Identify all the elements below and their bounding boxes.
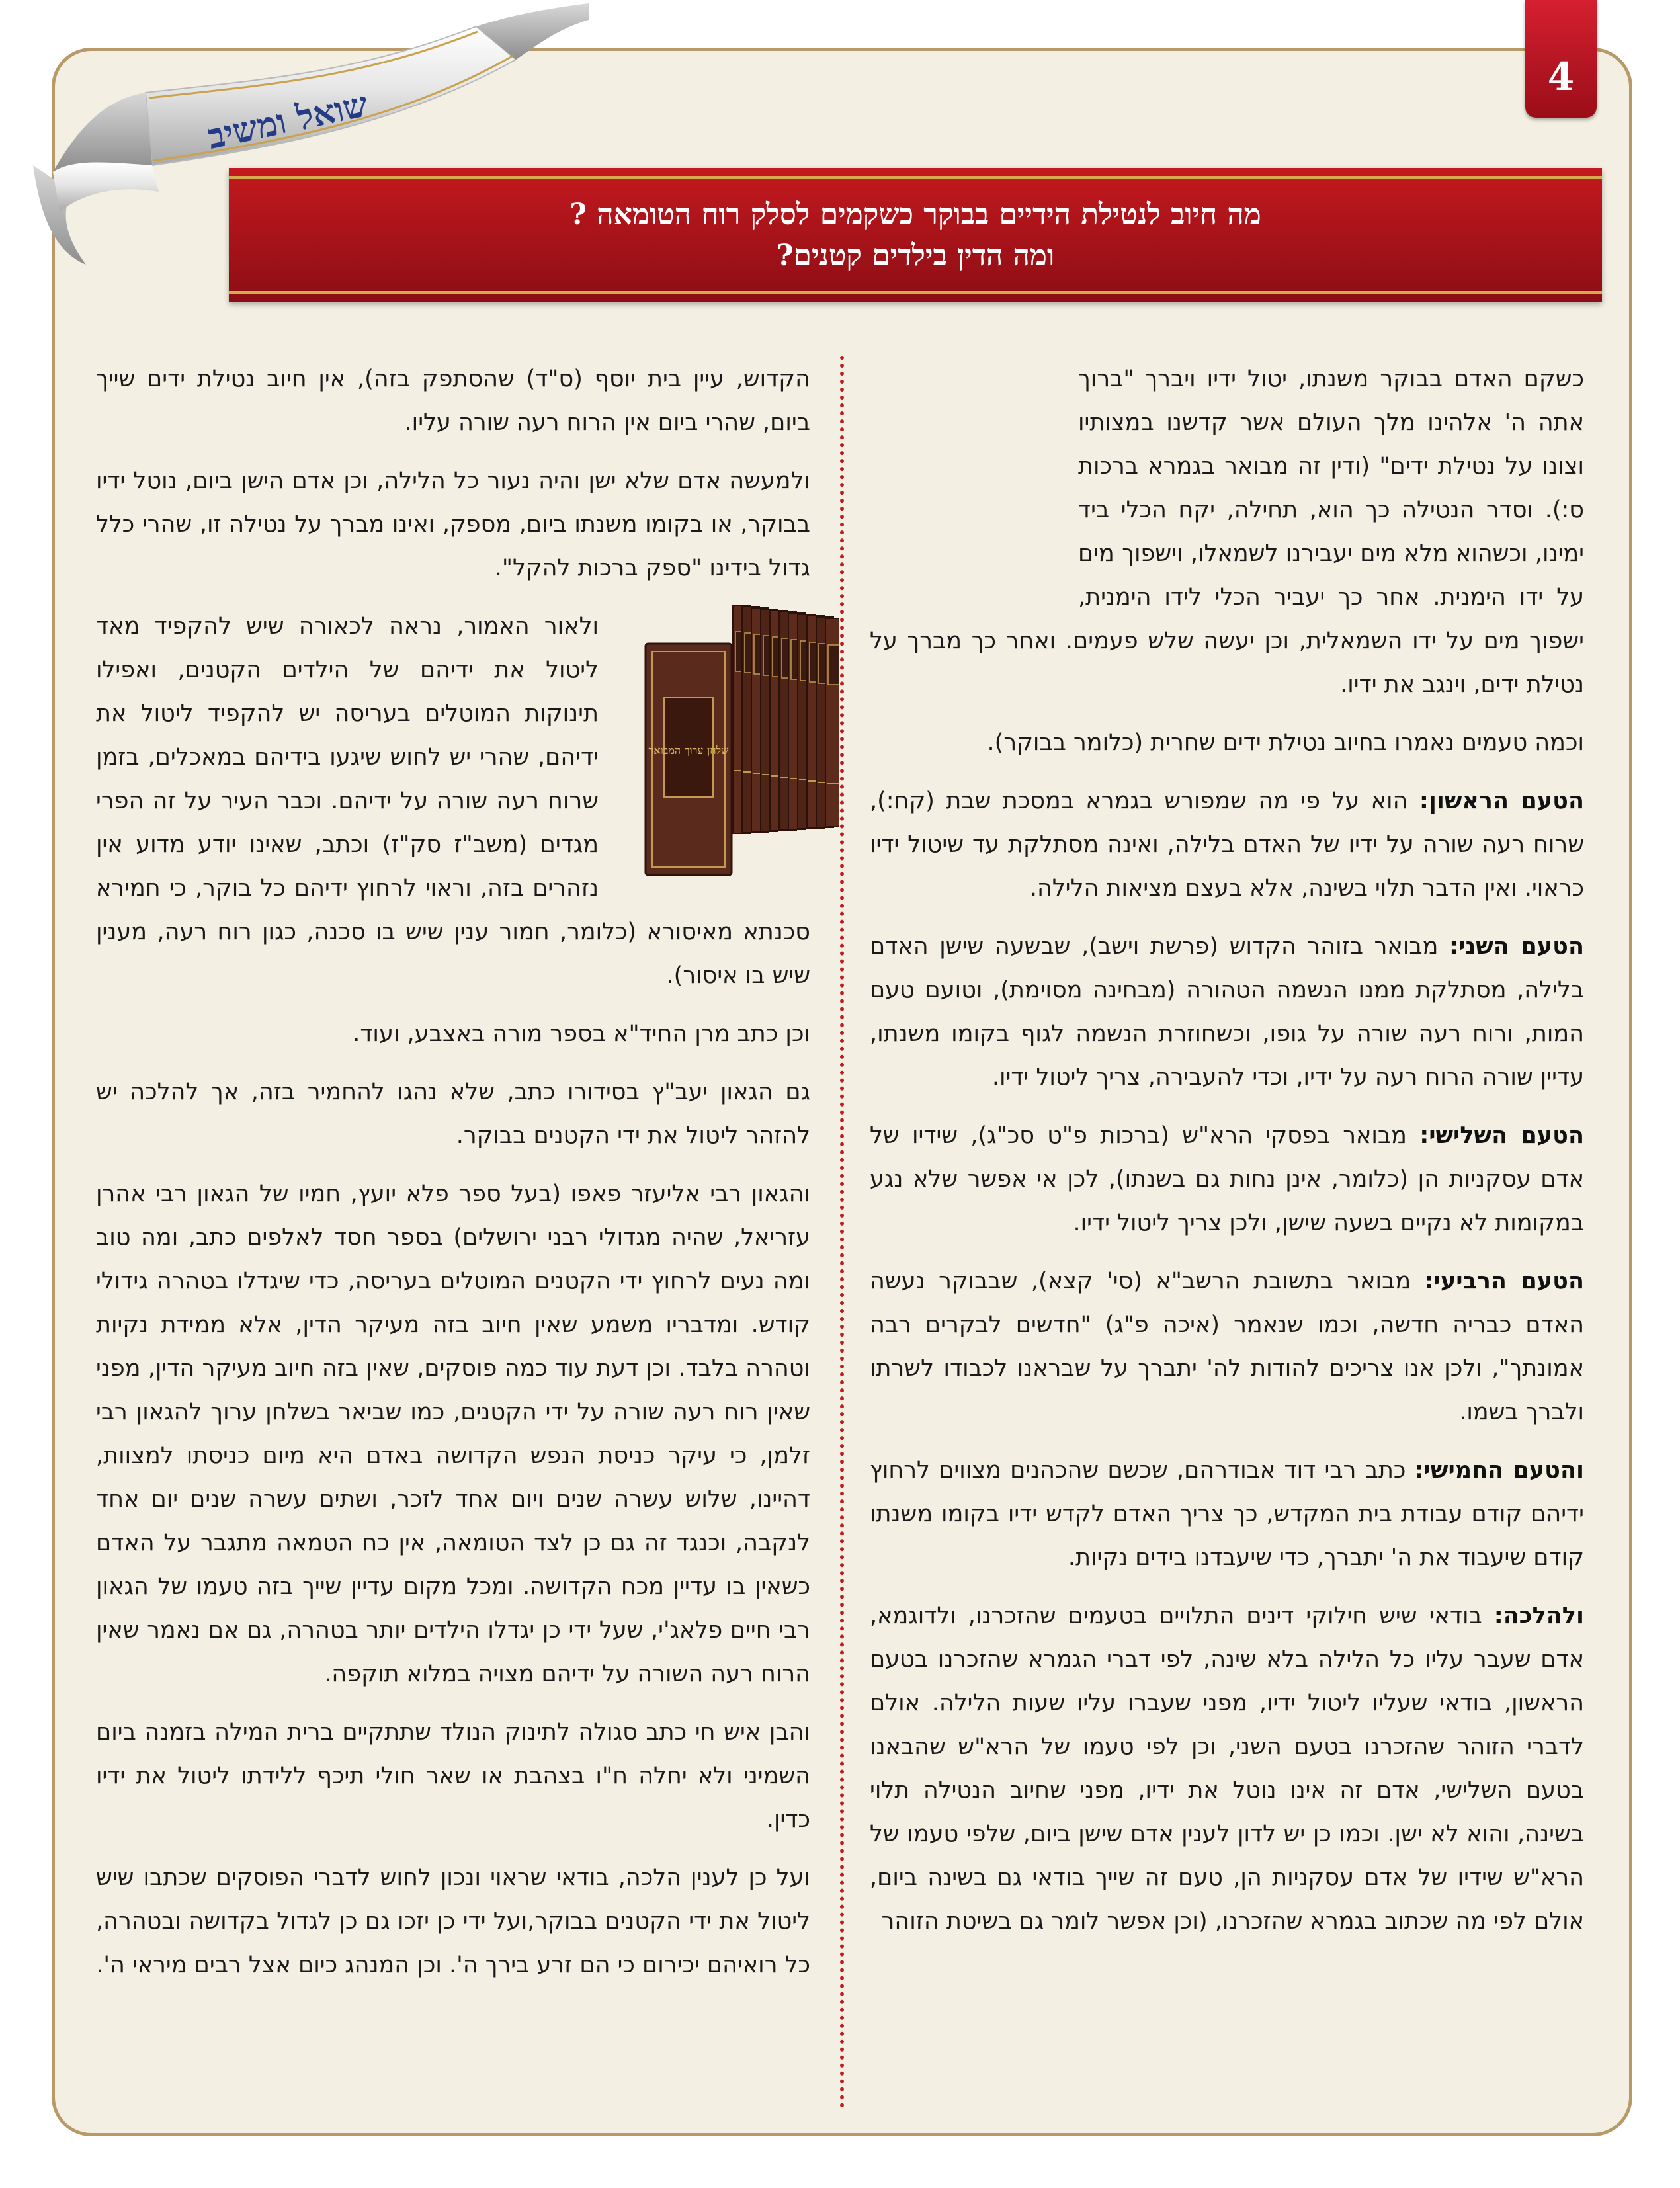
book-spine-label [828, 645, 839, 685]
paragraph-text: כשקם האדם בבוקר משנתו, יטול ידיו ויברך "ברוך אתה ה' אלהינו מלך העולם אשר קדשנו במצותיו וצונו על נטילת ידים" (ודין זה מבואר בגמרא ברכות ס:). וסדר הנטילה כך הוא, תחילה, יקח הכלי ביד ימינו, וכשהוא מלא מים יעבירנו לשמאלו, וישפוך מים על ידו הימנית. אחר כך יעביר הכלי לידו הימנית, ישפוך מים על ידו השמאלית, וכן יעשה שלש פעמים. ואחר כך מברך על נטילת ידים, וינגב את ידיו. [870, 366, 1584, 698]
ribbon-label: שואל ומשיב [204, 84, 372, 157]
paragraph [870, 1449, 1584, 1579]
paragraph [870, 1594, 1584, 1943]
paragraph-text: מבואר בזוהר הקדוש (פרשת וישב), שבשעה שישן האדם בלילה, מסתלקת ממנו הנשמה הטהורה (מבחינה מסוימת), וטועם טעם המות, ורוח רעה שורה על גופו, וכשחוזרת הנשמה לגוף בקומו משנתו, עדיין שורה הרוח רעה על ידיו, וכדי להעבירה, צריך ליטול ידיו. [870, 933, 1584, 1091]
paragraph: והגאון רבי אליעזר פאפו (בעל ספר פלא יועץ, חמיו של הגאון רבי אהרן עזריאל, שהיה מגדולי רבני ירושלים) בספר חסד לאלפים כתב, ומה טוב ומה נעים לרחוץ ידי הקטנים המוטלים בעריסה, כדי שיגדלו בטהרה גידולי קודש. ומדבריו משמע שאין חיוב בזה מעיקר הדין, אלא ממידת נקיות וטהרה בלבד. וכן דעת עוד כמה פוסקים, שאין בזה חיוב מעיקר הדין, מפני שאין רוח רעה שורה על ידי הקטנים, כמו שביאר בשלחן ערוך להגאון רבי זלמן, כי עיקר כניסת הנפש הקדושה באדם היא מיום כניסתו למצוות, דהיינו, שלוש עשרה שנים ויום אחד לזכר, ושתים עשרה שנים יום אחד לנקבה, וכנגד זה גם כן לצד הטומאה, אין כח הטמאה מתגבר על האדם כשאין בו עדיין מכח הקדושה. ומכל מקום עדיין שייך בזה טעמו של הגאון רבי חיים פלאג'י, שעל ידי כן יגדלו הילדים יותר בטהרה, גם אם נאמר שאין הרוח רעה השורה על ידיהם מצויה במלוא תוקפה. [96, 1181, 810, 1687]
paragraph: ולאור האמור, נראה לכאורה שיש להקפיד מאד ליטול את ידיהם של הילדים הקטנים, ואפילו תינוקות המוטלים בעריסה יש להקפיד ליטול את ידיהם, שהרי יש לחוש שיגעו בידיהם במאכלים, בזמן שרוח רעה שורה על ידיהם. וכבר העיר על זה הפרי מגדים (משב"ז סק"ז) וכתב, שאינו יודע מדוע אין נזהרים בזה, וראוי לרחוץ ידיהם כל בוקר, כי חמירא סכנתא מאיסורא (כלומר, חמור ענין שיש בו סכנה, כגון רוח רעה, מענין שיש בו איסור). [96, 613, 810, 989]
paragraph [870, 779, 1584, 910]
paragraph-text: וכמה טעמים נאמרו בחיוב נטילת ידים שחרית (כלומר בבוקר). [987, 730, 1584, 756]
paragraph [870, 925, 1584, 1099]
right-column-image-wrap [870, 357, 1078, 609]
left-column-image-wrap [599, 605, 810, 869]
column-divider [840, 356, 844, 2109]
paragraph-text: בודאי שיש חילוקי דינים התלויים בטעמים שהזכרנו, ולדוגמא, אדם שעבר עליו כל הלילה בלא שינה, לפי דברי הגמרא שהזכרנו בטעם הראשון, בודאי שעליו ליטול ידיו, מפני שעברו עליו שעות הלילה. אולם לדברי הזוהר שהזכרנו בטעם השני, וכן לפי טעמו של הרא"ש שהבאנו בטעם השלישי, אדם זה אינו נוטל את ידיו, מפני שחיוב הנטילה תלוי בשינה, והוא לא ישן. וכמו כן יש לדון לענין אדם שישן ביום, שלפי טעמו של הרא"ש שידיו של אדם עסקניות הן, טעם זה שייך בודאי גם בשינה ביום, אולם לפי מה שכתוב בגמרא שהזכרנו, (וכן אפשר לומר גם בשיטת הזוהר [870, 1603, 1584, 1935]
paragraph [870, 1114, 1584, 1245]
paragraph: וכן כתב מרן החיד"א בספר מורה באצבע, ועוד. [353, 1021, 810, 1047]
title-line-2: ומה הדין בילדים קטנים? [776, 239, 1055, 273]
paragraph: ועל כן לענין הלכה, בודאי שראוי ונכון לחוש לדברי הפוסקים שכתבו שיש ליטול את ידי הקטנים בבוקר,ועל ידי כן יזכו גם כן לגדול בקדושה ובטהרה, כל רואיהם יכירום כי הם זרע בירך ה'. וכן המנהג כיום אצל רבים מיראי ה'. [96, 1865, 810, 1978]
paragraph: והבן איש חי כתב סגולה לתינוק הנולד שתתקיים ברית המילה בזמנה ביום השמיני ולא יחלה ח"ו בצהבת או שאר חולי תיכף ללידתו ליטול את ידיו כדין. [96, 1719, 810, 1833]
title-band [229, 168, 1602, 302]
paragraph: גם הגאון יעב"ץ בסידורו כתב, שלא נהגו להחמיר בזה, אך להלכה יש להזהר ליטול את ידי הקטנים בבוקר. [96, 1079, 810, 1149]
right-column [870, 357, 1584, 1958]
page-title [229, 194, 1602, 276]
paragraph [870, 721, 1584, 765]
paragraph-lead: הטעם הרביעי: [1424, 1268, 1584, 1294]
book-cover-text: שלחן ערוך המבואר [648, 744, 729, 757]
page-number: 4 [1547, 54, 1575, 99]
title-gold-line-bottom [229, 291, 1602, 294]
paragraph-lead: הטעם השלישי: [1419, 1122, 1584, 1149]
title-line-1: מה חיוב לנטילת הידיים בבוקר כשקמים לסלק רוח הטומאה ? [569, 198, 1261, 231]
paragraph-lead: ולהלכה: [1493, 1603, 1584, 1629]
paragraph-text: כתב רבי דוד אבודרהם, שכשם שהכהנים מצווים לרחוץ ידיהם קודם עבודת בית המקדש, כך צריך האדם לקדש ידיו בקומו משנתו קודם שיעבוד את ה' יתברך, כדי שיעבדנו בידים נקיות. [870, 1457, 1584, 1571]
paragraph: הקדוש, עיין בית יוסף (ס"ד) שהסתפק בזה), אין חיוב נטילת ידים שייך ביום, שהרי ביום אין הרוח רעה שורה עליו. [96, 366, 810, 436]
paragraph-lead: הטעם הראשון: [1419, 788, 1584, 814]
paragraph-text: הוא על פי מה שמפורש בגמרא במסכת שבת (קח:), שרוח רעה שורה על ידיו של האדם בלילה, ואינה מסתלקת עד שיטול ידיו כראוי. ואין הדבר תלוי בשינה, אלא בעצם מציאות הלילה. [870, 788, 1584, 902]
page-number-tab [1525, 0, 1597, 118]
paragraph-lead: והטעם החמישי: [1414, 1457, 1584, 1484]
paragraph-lead: הטעם השני: [1449, 933, 1584, 960]
paragraph-text: מבואר בפסקי הרא"ש (ברכות פ"ט סכ"ג), שידיו של אדם עסקניות הן (כלומר, אינן נחות גם בשנתו), לכן אי אפשר שלא נגע במקומות לא נקיים בשעה שישן, ולכן צריך ליטול ידיו. [870, 1122, 1584, 1236]
paragraph [870, 1259, 1584, 1434]
paragraph-text: מבואר בתשובת הרשב"א (סי' קצא), שבבוקר נעשה האדם כבריה חדשה, וכמו שנאמר (איכה פ"ג) "חדשים לבקרים רבה אמונתך", ולכן אנו צריכים להודות לה' יתברך על שבראנו לכבודו לשרתו ולברך בשמו. [870, 1268, 1584, 1425]
left-column [96, 357, 810, 2001]
paragraph: ולמעשה אדם שלא ישן והיה נעור כל הלילה, וכן אדם הישן ביום, נוטל ידיו בבוקר, או בקומו משנתו ביום, מספק, ואינו מברך על נטילה זו, שהרי כלל גדול בידינו "ספק ברכות להקל". [96, 468, 810, 581]
title-gold-line-top [229, 176, 1602, 179]
